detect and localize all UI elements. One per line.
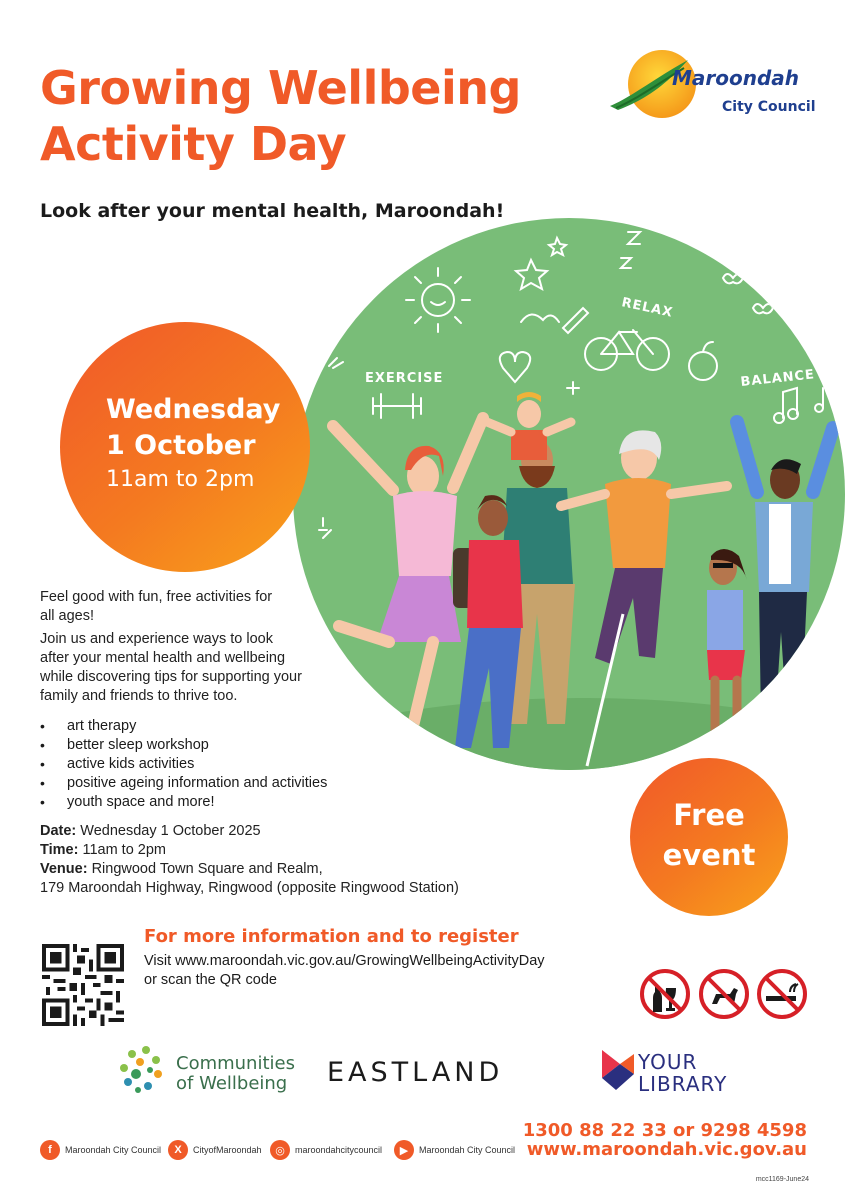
your-library-line-2: LIBRARY	[638, 1072, 728, 1096]
free-badge-line2: event	[662, 838, 756, 872]
cow-line-2: of Wellbeing	[176, 1073, 288, 1094]
detail-date	[40, 822, 459, 841]
list-item: • positive ageing information and activities	[40, 774, 400, 793]
social-label: CityofMaroondah	[193, 1145, 262, 1155]
register-qr-note: or scan the QR code	[144, 972, 277, 988]
subtitle: Look after your mental health, Maroondah!	[40, 200, 505, 222]
date-badge-day: Wednesday	[106, 394, 281, 425]
date-value: Wednesday 1 October 2025	[76, 823, 261, 839]
detail-time	[40, 841, 459, 860]
title-line-2: Activity Day	[40, 117, 347, 171]
free-event-badge	[630, 758, 788, 916]
doodle-relax: RELAX	[620, 295, 675, 321]
title-line-1: Growing Wellbeing	[40, 61, 521, 115]
logo-wordmark: Maroondah	[672, 66, 800, 90]
date-badge-date: 1 October	[106, 430, 256, 461]
venue-label: Venue:	[40, 861, 88, 877]
website-link[interactable]: www.maroondah.vic.gov.au	[526, 1139, 807, 1160]
people-illustration	[293, 218, 845, 770]
detail-venue	[40, 860, 459, 879]
social-facebook[interactable]	[40, 1140, 161, 1160]
event-details	[40, 822, 459, 898]
youtube-icon: ▶	[394, 1140, 414, 1160]
social-label: Maroondah City Council	[419, 1145, 516, 1155]
x-icon: X	[168, 1140, 188, 1160]
social-label: Maroondah City Council	[65, 1145, 162, 1155]
your-library-line-1: YOUR	[638, 1050, 698, 1074]
time-value: 11am to 2pm	[78, 842, 167, 858]
qr-code-icon[interactable]	[42, 944, 124, 1026]
doodle-balance: BALANCE	[739, 367, 816, 390]
no-alcohol-icon	[639, 968, 691, 1020]
hero-illustration	[293, 218, 845, 770]
register-link[interactable]: Visit www.maroondah.vic.gov.au/GrowingWellbeingActivityDay	[144, 953, 545, 969]
venue-value: Ringwood Town Square and Realm,	[87, 861, 323, 877]
list-item: • active kids activities	[40, 755, 400, 774]
intro-paragraph-2: Join us and experience ways to look after your mental health and wellbeing while discovering tips for supporting your family and friends to thrive too.	[40, 631, 302, 704]
venue-address: 179 Maroondah Highway, Ringwood (opposite Ringwood Station)	[40, 880, 459, 896]
cow-line-1: Communities	[176, 1053, 295, 1074]
register-text	[144, 952, 604, 990]
your-library-logo-icon	[598, 1046, 638, 1094]
communities-of-wellbeing-logo-icon	[112, 1042, 172, 1098]
date-badge	[60, 322, 310, 572]
page-title	[40, 60, 560, 172]
doodle-exercise: EXERCISE	[365, 371, 444, 386]
date-badge-time: 11am to 2pm	[106, 467, 255, 492]
intro-paragraph-1: Feel good with fun, free activities for all ages!	[40, 589, 273, 624]
time-label: Time:	[40, 842, 79, 858]
list-item: • art therapy	[40, 717, 400, 736]
document-code: mcc1169-June24	[755, 1176, 809, 1183]
social-x[interactable]	[168, 1140, 262, 1160]
logo-subtitle: City Council	[722, 99, 816, 115]
date-label: Date:	[40, 823, 77, 839]
social-youtube[interactable]	[394, 1140, 515, 1160]
facebook-icon: f	[40, 1140, 60, 1160]
list-item: • better sleep workshop	[40, 736, 400, 755]
eastland-logo: EASTLAND	[327, 1057, 504, 1088]
no-dogs-icon	[698, 968, 750, 1020]
list-item: • youth space and more!	[40, 793, 400, 812]
free-badge-line1: Free	[673, 798, 745, 832]
social-instagram[interactable]	[270, 1140, 382, 1160]
register-heading: For more information and to register	[144, 926, 519, 947]
social-label: maroondahcitycouncil	[295, 1145, 383, 1155]
phone-numbers[interactable]: 1300 88 22 33 or 9298 4598	[522, 1120, 807, 1141]
no-smoking-icon	[756, 968, 808, 1020]
instagram-icon: ◎	[270, 1140, 290, 1160]
activities-list	[40, 717, 400, 812]
